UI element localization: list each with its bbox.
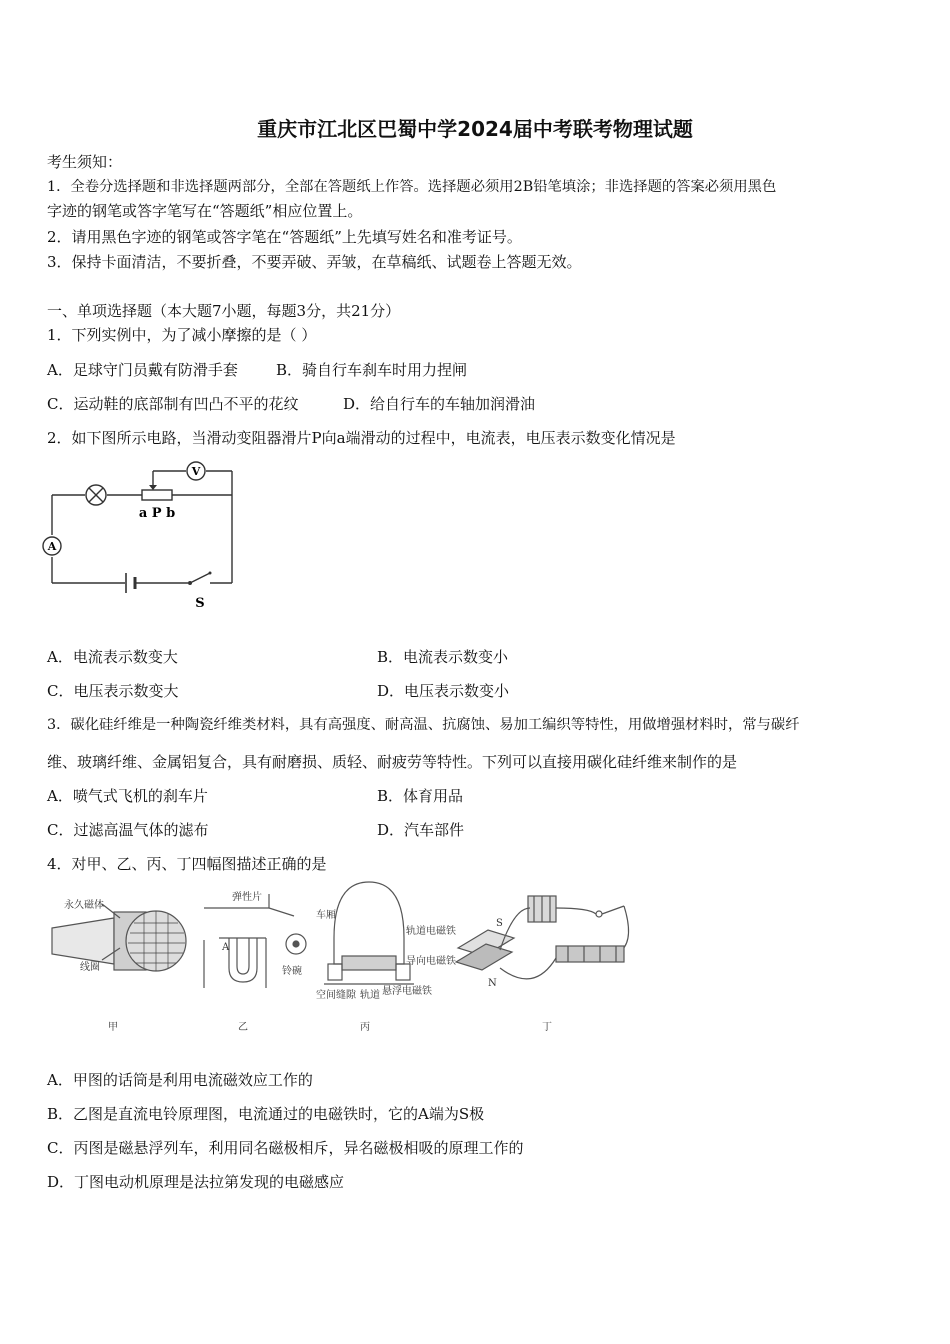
lift-mag-label: 悬浮电磁铁: [382, 986, 432, 997]
q1-option-a[interactable]: A．足球守门员戴有防滑手套: [47, 361, 238, 379]
switch-label: S: [195, 596, 205, 611]
q4-figures: [44, 878, 644, 1038]
q2-circuit-diagram: [40, 455, 250, 615]
coil-label: 线圈: [80, 962, 100, 973]
pole-s-label: S: [496, 918, 503, 929]
notice-heading: 考生须知：: [47, 153, 123, 171]
q1-option-b[interactable]: B．骑自行车刹车时用力捏闸: [276, 361, 468, 379]
q4-option-a[interactable]: A．甲图的话筒是利用电流磁效应工作的: [47, 1071, 313, 1089]
notice-line2: 2．请用黑色字迹的钢笔或答字笔在“答题纸”上先填写姓名和准考证号。: [47, 228, 522, 246]
q3-stem-line1: 3．碳化硅纤维是一种陶瓷纤维类材料，具有高强度、耐高温、抗腐蚀、易加工编织等特性，用做增强材料时，常与碳纤: [47, 717, 800, 733]
q2-option-a[interactable]: A．电流表示数变大: [47, 648, 178, 666]
notice-line3: 3．保持卡面清洁，不要折叠，不要弄破、弄皱，在草稿纸、试题卷上答题无效。: [47, 253, 582, 271]
svg-text:V: V: [191, 465, 201, 478]
fig-yi-label: 乙: [238, 1022, 248, 1033]
q4-stem: 4．对甲、乙、丙、丁四幅图描述正确的是: [47, 855, 327, 873]
q2-stem: 2．如下图所示电路，当滑动变阻器滑片P向a端滑动的过程中，电流表，电压表示数变化情况是: [47, 429, 676, 447]
q3-stem-line2: 维、玻璃纤维、金属铝复合，具有耐磨损、质轻、耐疲劳等特性。下列可以直接用碳化硅纤维来制作的是: [47, 753, 738, 771]
section-heading: 一、单项选择题（本大题7小题，每题3分，共21分）: [47, 302, 401, 320]
maglev-figure: [324, 882, 414, 984]
spring-label: 弹性片: [232, 892, 262, 903]
track-label: 轨道: [360, 990, 380, 1001]
page-title: 重庆市江北区巴蜀中学2024届中考联考物理试题: [257, 117, 693, 141]
q1-option-d[interactable]: D．给自行车的车轴加润滑油: [343, 395, 536, 413]
pole-n-label: N: [488, 978, 497, 989]
q4-option-b[interactable]: B．乙图是直流电铃原理图，电流通过的电磁铁时，它的A端为S极: [47, 1105, 485, 1123]
q2-option-d[interactable]: D．电压表示数变小: [377, 682, 510, 700]
bell-label: 铃碗: [282, 966, 302, 977]
rheostat-label: a P b: [138, 506, 176, 521]
guide-mag-label: 导向电磁铁: [406, 956, 456, 967]
battery-icon: [126, 573, 135, 593]
fig-ding-label: 丁: [542, 1022, 552, 1033]
magnet-label: 永久磁体: [64, 900, 104, 911]
notice-line1b: 字迹的钢笔或答字笔写在“答题纸”相应位置上。: [47, 202, 363, 220]
q3-option-a[interactable]: A．喷气式飞机的刹车片: [47, 787, 208, 805]
gap-label: 空间缝隙: [316, 990, 356, 1001]
q1-option-c[interactable]: C．运动鞋的底部制有凹凸不平的花纹: [47, 395, 299, 413]
voltmeter-icon: [187, 462, 205, 480]
rheostat-icon: [142, 490, 172, 500]
q3-option-c[interactable]: C．过滤高温气体的滤布: [47, 821, 209, 839]
motor-figure: [456, 896, 629, 979]
rail-mag-label: 轨道电磁铁: [406, 926, 456, 937]
q3-option-d[interactable]: D．汽车部件: [377, 821, 465, 839]
lamp-icon: [86, 485, 106, 505]
terminal-a-label: A: [222, 942, 230, 953]
ammeter-icon: [43, 537, 61, 555]
q4-option-d[interactable]: D．丁图电动机原理是法拉第发现的电磁感应: [47, 1173, 345, 1191]
microphone-figure: [52, 904, 186, 971]
notice-line1: 1．全卷分选择题和非选择题两部分，全部在答题纸上作答。选择题必须用2B铅笔填涂；非选择题的答案必须用黑色: [47, 179, 777, 195]
q2-option-b[interactable]: B．电流表示数变小: [377, 648, 509, 666]
car-label: 车厢: [316, 910, 336, 921]
q4-option-c[interactable]: C．丙图是磁悬浮列车，利用同名磁极相斥，异名磁极相吸的原理工作的: [47, 1139, 524, 1157]
fig-bing-label: 丙: [360, 1022, 370, 1033]
q3-option-b[interactable]: B．体育用品: [377, 787, 464, 805]
q2-option-c[interactable]: C．电压表示数变大: [47, 682, 179, 700]
fig-jia-label: 甲: [108, 1022, 118, 1033]
q1-stem: 1．下列实例中，为了减小摩擦的是（ ）: [47, 326, 317, 344]
svg-text:A: A: [47, 540, 57, 553]
